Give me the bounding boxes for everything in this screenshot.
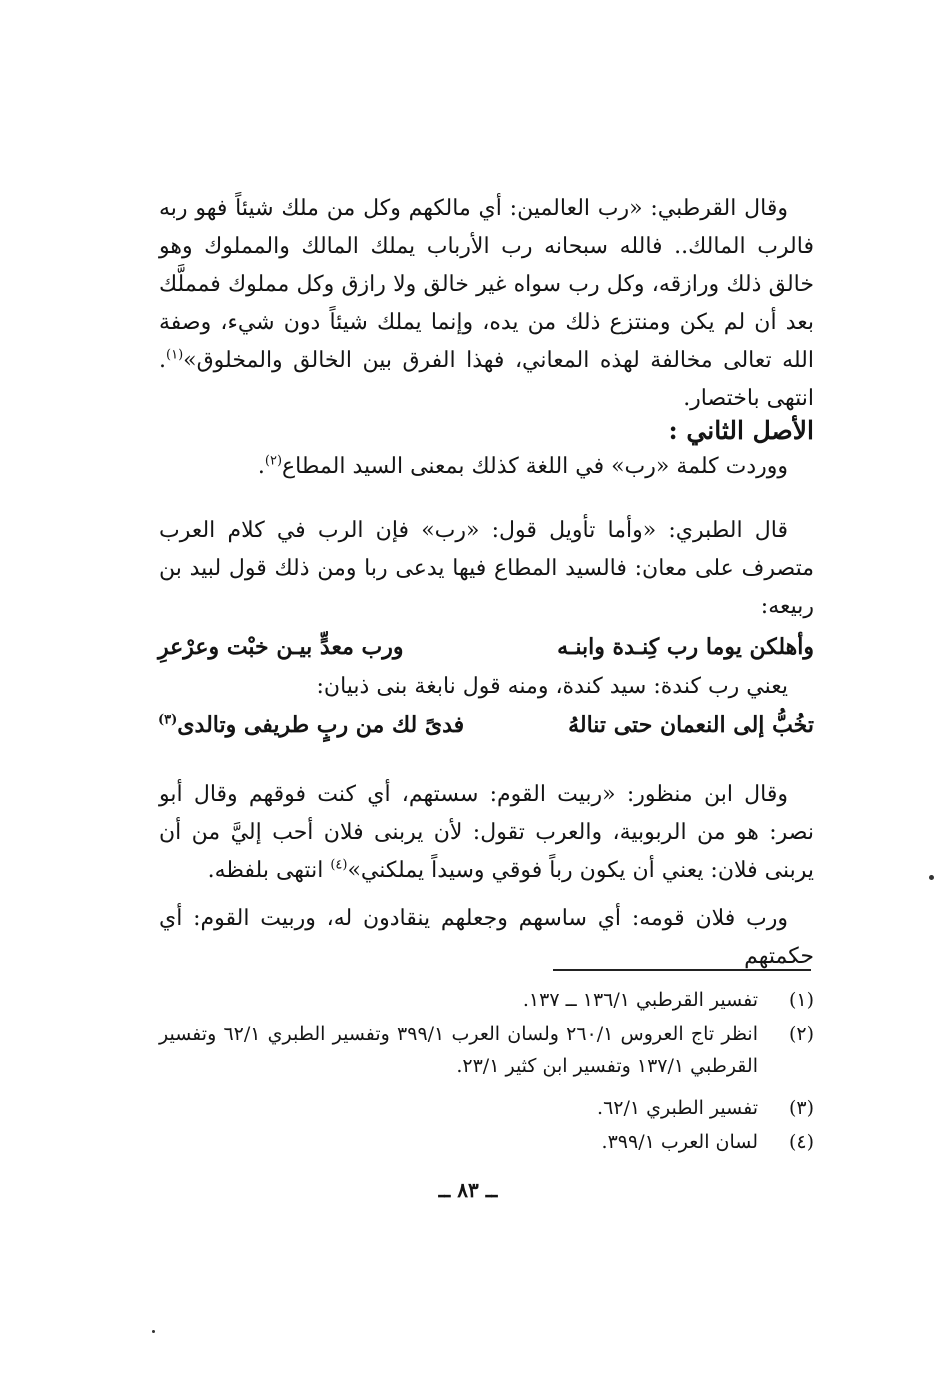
footnote-ref: (٤) — [330, 857, 348, 873]
paragraph-end: انتهى بلفظه. — [207, 858, 331, 883]
footnote-ref: (٢) — [264, 453, 283, 469]
scan-speck — [929, 875, 934, 880]
verse-first-hemistich: تخُبُّ إلى النعمان حتى تنالهُ — [568, 712, 814, 738]
footnote-number: (٤) — [788, 1131, 814, 1153]
paragraph-word-meaning — [159, 448, 814, 486]
page-number: ــ ٨٣ ــ — [438, 1178, 498, 1202]
section-heading: الأصل الثاني : — [668, 416, 814, 445]
verse-second-hemistich: ورب معدٍّ بيـن خبْت وعرْعرِ — [158, 634, 404, 660]
paragraph-text: ووردت كلمة «رب» في اللغة كذلك بمعنى السيد المطاع — [282, 454, 788, 479]
paragraph-text: وقال ابن منظور: «ربيت القوم: سستهم، أي كنت فوقهم وقال أبو نصر: هو من الربوبية، والعرب تقول: لأن يربنى فلان أحب إليَّ من أن يربنى فلان: يعني أن يكون رباً فوقي وسيداً يملكني» — [159, 782, 814, 883]
footnote-ref: (٣) — [158, 712, 178, 728]
footnote-separator — [553, 969, 811, 971]
paragraph-end: . — [257, 454, 265, 479]
scan-speck — [152, 1330, 155, 1333]
paragraph-ibn-manzur-quote — [159, 776, 814, 890]
paragraph-text: وقال القرطبي: «رب العالمين: أي مالكهم وكل من ملك شيئاً فهو ربه فالرب المالك.. فالله سبحانه رب الأرباب يملك المالك والمملوك وهو خالق ذلك ورازقه، وكل رب سواه غير خالق ولا رازق وكل مملوك فمملَّك بعد أن لم يكن ومنتزع ذلك من يده، وإنما يملك شيئاً دون شيء، وصفة الله تعالى مخالفة لهذه المعاني، فهذا الفرق بين الخالق والمخلوق» — [159, 196, 814, 373]
footnote-number: (١) — [788, 989, 814, 1011]
poetry-verse-nabigha — [158, 706, 814, 744]
footnote-number: (٣) — [788, 1097, 814, 1119]
footnote-ref: (١) — [166, 347, 184, 363]
verse-first-hemistich: وأهلكن يوما رب كِنـدة وابنـه — [557, 634, 814, 660]
footnote-text: لسان العرب ٣٩٩/١. — [601, 1131, 758, 1153]
footnote-text: انظر تاج العروس ٢٦٠/١ ولسان العرب ٣٩٩/١ وتفسير الطبري ٦٢/١ وتفسير القرطبي ١٣٧/١ وتفسير ابن كثير ٢٣/١. — [159, 1023, 758, 1077]
footnote — [159, 1126, 814, 1158]
paragraph-tabari-quote — [159, 512, 814, 626]
paragraph-qurtubi-quote — [159, 190, 814, 418]
footnote-text: تفسير القرطبي ١٣٦/١ ــ ١٣٧. — [522, 989, 758, 1011]
verse-intro-text: يعني رب كندة: سيد كندة، ومنه قول نابغة بنى ذبيان: — [316, 674, 788, 699]
footnote — [159, 984, 814, 1016]
footnote — [159, 1092, 814, 1124]
verse-second-hemistich — [158, 706, 464, 744]
footnote-number: (٢) — [788, 1023, 814, 1045]
poetry-verse-labid — [158, 628, 814, 666]
paragraph-rabb-qawm — [159, 900, 814, 976]
paragraph-end: . انتهى باختصار. — [159, 348, 814, 411]
verse-text: فدىً لك من ربٍ طريفى وتالدى — [177, 712, 465, 738]
footnote — [159, 1018, 814, 1082]
footnote-text: تفسير الطبري ٦٢/١. — [597, 1097, 758, 1119]
paragraph-text: قال الطبري: «وأما تأويل قول: «رب» فإن الرب في كلام العرب متصرف على معان: فالسيد المطاع فيها يدعى ربا ومن ذلك قول لبيد بن ربيعه: — [159, 518, 814, 619]
paragraph-text: ورب فلان قومه: أي ساسهم وجعلهم ينقادون له، وربيت القوم: أي حكمتهم — [159, 906, 814, 969]
verse-explanation — [159, 668, 814, 706]
